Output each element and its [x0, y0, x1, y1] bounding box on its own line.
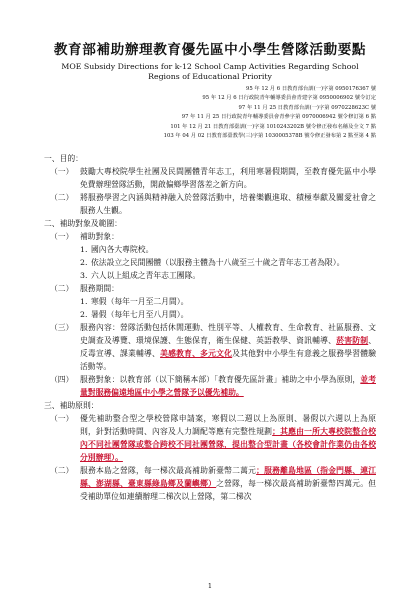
highlighted-text: 美感教育、多元文化: [160, 349, 233, 359]
sub-item-text: 暑假（每年七月至八月間）。: [91, 310, 189, 320]
list-item: [50, 412, 376, 464]
text-run: 及其他對中小學生有意義之服務學習體驗活動等。: [80, 349, 377, 372]
text-run: 優先補助整合型之學校營隊申請案，寒假以二週以上為原則、暑假以六週以上為原則，針對活動時間、內容及人力調配等應有完整性規劃: [80, 414, 376, 437]
sub-item-label: 1.: [80, 245, 88, 255]
text-run: 服務對象：以教育部（以下簡稱本部）「教育優先區計畫」補助之中小學為原則，: [80, 375, 361, 385]
text-run: 服務內容：營隊活動包括休閒運動、性別平等、人權教育、生命教育、社區服務、文史調查及導覽、環境保護、生態保育，衛生保健、英語教學、資訊輔導、: [80, 323, 376, 346]
list-item: [50, 191, 376, 217]
item-label: （二）: [50, 466, 74, 476]
text-run: 之營隊，每一梯次最高補助新臺幣四萬元。但受補助單位如連續辦理二梯次以上營隊，第二梯次: [80, 479, 377, 502]
document-title: 教育部補助辦理教育優先區中小學生營隊活動要點: [53, 42, 367, 58]
item-text: [80, 412, 376, 464]
item-label: （一）: [50, 232, 74, 242]
highlighted-text: ；服務離島地區（指金門縣、連江縣、澎湖縣、臺東縣綠島鄉及蘭嶼鄉）: [80, 466, 376, 489]
item-label: （四）: [50, 375, 74, 385]
item-text: [80, 464, 376, 503]
sub-item: [80, 243, 376, 256]
list-item: [50, 230, 376, 243]
amendment-line: 101 年 12 月 21 日教育部臺訓(一)字第 1010243202B 號令修正發布名稱及全文 7 點: [170, 123, 376, 130]
amendment-line: 95 年 12 月 6 日行政院青年輔導委員會青建字第 0950006902 號令訂定: [202, 95, 376, 102]
item-label: （一）: [50, 414, 74, 424]
amendment-history: [44, 85, 376, 141]
sub-item-label: 3.: [80, 271, 88, 281]
item-text: [80, 321, 376, 373]
sub-item-label: 2.: [80, 310, 88, 320]
sub-item-text: 寒假（每年一月至二月間）。: [91, 297, 189, 307]
text-run: 、反毒宣導、課業輔導、: [80, 336, 377, 359]
highlighted-text: 菸害防制: [336, 336, 369, 346]
list-item: [50, 373, 376, 399]
item-text: 補助對象：: [80, 232, 119, 242]
document-subtitle: MOE Subsidy Directions for k-12 School Camp Activities Regarding School Regions of Educational Priority: [61, 62, 359, 81]
amendment-line: 97 年 11 月 25 日教育部台訓(一)字第 0970228623C 號: [238, 104, 376, 111]
section-heading-purpose: 一、目的：: [44, 154, 83, 164]
item-label: （三）: [50, 323, 74, 333]
sub-item: [80, 256, 376, 269]
item-label: （二）: [50, 193, 74, 203]
item-text: 服務期間：: [80, 284, 119, 294]
amendment-line: 103 年 04 月 02 日教育部臺教學(三)字第 1030005378B 號令修正發布第 2 點至第 4 點: [163, 133, 376, 140]
item-label: （一）: [50, 167, 74, 177]
item-text: 鼓勵大專校院學生社團及民間團體青年志工，利用寒暑假期間，至教育優先區中小學免費辦理營隊活動，開啟偏鄉學習落差之新方向。: [80, 167, 376, 190]
item-text: [80, 373, 376, 399]
sub-item-label: 2.: [80, 258, 88, 268]
amendment-line: 97 年 11 月 25 日行政院青年輔導委員會青參字第 0970006942 號令修訂第 6 點: [181, 114, 376, 121]
list-item: [50, 321, 376, 373]
section-heading-principles: 三、補助原則：: [44, 401, 99, 411]
section-heading-eligibility: 二、補助對象及範圍：: [44, 219, 122, 229]
list-item: [50, 165, 376, 191]
list-item: [50, 464, 376, 503]
page-number: 1: [207, 582, 213, 590]
sub-item: [80, 269, 376, 282]
sub-item-text: 國內各大專院校。: [91, 245, 154, 255]
item-text: 將服務學習之內涵與精神融入於營隊活動中，培養樂觀進取、積極奉獻及關愛社會之服務人生觀。: [80, 193, 376, 216]
sub-item-text: 六人以上組成之青年志工團隊。: [91, 271, 201, 281]
highlighted-text: ；其應由一所大專校院整合校內不同社團營隊或整合跨校不同社團營隊，提出整合型計畫（各校會計作業仍由各校分別辦理）。: [80, 427, 377, 463]
sub-item: [80, 295, 376, 308]
text-run: 服務本島之營隊，每一梯次最高補助新臺幣二萬元: [80, 466, 257, 476]
sub-item: [80, 308, 376, 321]
list-item: [50, 282, 376, 295]
highlighted-text: 並考量對服務偏遠地區中小學之營隊予以優先補助。: [80, 375, 376, 398]
document-body: [44, 152, 376, 503]
sub-item-text: 依法設立之民間團體（以服務主體為十八歲至三十歲之青年志工者為限）。: [91, 258, 345, 268]
amendment-line: 95 年 12 月 6 日教育部台訓(一)字第 0950176367 號: [245, 86, 376, 92]
item-label: （二）: [50, 284, 74, 294]
sub-item-label: 1.: [80, 297, 88, 307]
